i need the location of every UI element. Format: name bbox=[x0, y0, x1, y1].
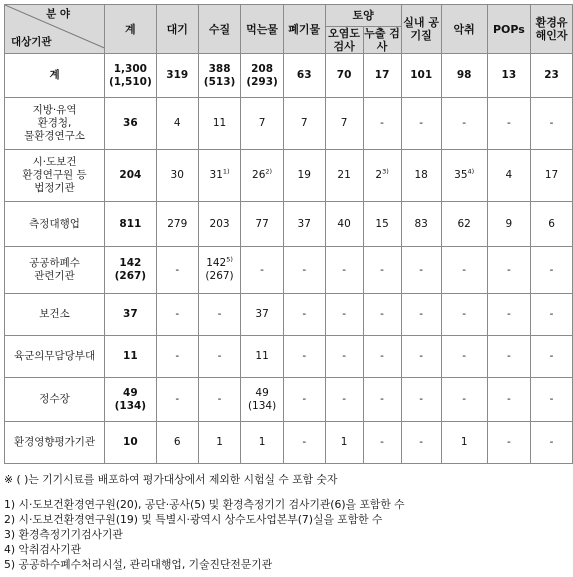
cell: - bbox=[401, 294, 441, 336]
cell: 35$^{4)}$ bbox=[441, 150, 487, 202]
table-row bbox=[5, 378, 573, 422]
cell: - bbox=[487, 422, 531, 464]
cell: - bbox=[487, 247, 531, 294]
cell: - bbox=[325, 378, 363, 422]
table-row bbox=[5, 150, 573, 202]
cell: - bbox=[531, 294, 573, 336]
cell: 7 bbox=[325, 98, 363, 150]
cell: - bbox=[325, 336, 363, 378]
cell: - bbox=[198, 294, 241, 336]
cell: 40 bbox=[325, 202, 363, 247]
col-soil-leak: 누출 검사 bbox=[364, 27, 400, 53]
total-cell: 1,300 (1,510) bbox=[105, 54, 157, 98]
cell: - bbox=[241, 247, 284, 294]
cell: 7 bbox=[241, 98, 284, 150]
cell: 19 bbox=[283, 150, 325, 202]
footnote-mark: 3) bbox=[382, 167, 389, 176]
footnote-3: 3) 환경측정기기검사기관 bbox=[4, 528, 123, 541]
cell: - bbox=[156, 336, 198, 378]
col-waste: 폐기물 bbox=[283, 5, 325, 54]
cell: 83 bbox=[401, 202, 441, 247]
table-row bbox=[5, 202, 573, 247]
cell: - bbox=[156, 378, 198, 422]
cell: - bbox=[325, 294, 363, 336]
cell: 203 bbox=[198, 202, 241, 247]
col-odor: 악취 bbox=[441, 5, 487, 54]
table-row bbox=[5, 247, 573, 294]
header-corner-cell bbox=[5, 5, 105, 54]
cell: 1 bbox=[198, 422, 241, 464]
cell: - bbox=[325, 247, 363, 294]
cell: 13 bbox=[487, 54, 531, 98]
footnote-5: 5) 공공하수폐수처리시설, 관리대행업, 기술진단전문기관 bbox=[4, 558, 273, 571]
col-air: 대기 bbox=[156, 5, 198, 54]
cell: - bbox=[441, 294, 487, 336]
cell: - bbox=[441, 247, 487, 294]
cell: 279 bbox=[156, 202, 198, 247]
footnote-mark: 4) bbox=[467, 167, 475, 176]
cell: 1 bbox=[325, 422, 363, 464]
row-label: 계 bbox=[5, 54, 105, 98]
row-label: 정수장 bbox=[5, 378, 105, 422]
total-cell: 204 bbox=[105, 150, 157, 202]
cell: - bbox=[156, 247, 198, 294]
cell: - bbox=[531, 422, 573, 464]
cell: 11 bbox=[198, 98, 241, 150]
table-row bbox=[5, 54, 573, 98]
cell: - bbox=[401, 422, 441, 464]
cell: 208 (293) bbox=[241, 54, 284, 98]
cell: 15 bbox=[363, 202, 401, 247]
cell: 319 bbox=[156, 54, 198, 98]
cell: 101 bbox=[401, 54, 441, 98]
cell: 77 bbox=[241, 202, 284, 247]
cell: - bbox=[401, 247, 441, 294]
cell: 49 (134) bbox=[241, 378, 284, 422]
row-label: 측정대행업 bbox=[5, 202, 105, 247]
proficiency-table bbox=[4, 4, 573, 464]
col-pops: POPs bbox=[487, 5, 531, 54]
cell: - bbox=[531, 247, 573, 294]
cell: 18 bbox=[401, 150, 441, 202]
footnote-4: 4) 악취검사기관 bbox=[4, 543, 82, 556]
footnote-2: 2) 시·도보건환경연구원(19) 및 특별시·광역시 상수도사업본부(7)실을 포함한 수 bbox=[4, 513, 383, 526]
cell: - bbox=[283, 247, 325, 294]
total-cell: 811 bbox=[105, 202, 157, 247]
row-label: 환경영향평가기관 bbox=[5, 422, 105, 464]
col-water-quality: 수질 bbox=[198, 5, 241, 54]
cell: 6 bbox=[531, 202, 573, 247]
row-label: 지방·유역 환경청, 물환경연구소 bbox=[5, 98, 105, 150]
table-row bbox=[5, 98, 573, 150]
cell: 31$^{1)}$ bbox=[198, 150, 241, 202]
cell: 4 bbox=[156, 98, 198, 150]
cell: 70 bbox=[325, 54, 363, 98]
cell: - bbox=[401, 98, 441, 150]
total-cell: 11 bbox=[105, 336, 157, 378]
cell: 1 bbox=[241, 422, 284, 464]
cell: 9 bbox=[487, 202, 531, 247]
cell: 37 bbox=[283, 202, 325, 247]
col-total: 계 bbox=[105, 5, 157, 54]
cell: - bbox=[441, 378, 487, 422]
cell: - bbox=[363, 294, 401, 336]
cell: 63 bbox=[283, 54, 325, 98]
cell: 4 bbox=[487, 150, 531, 202]
cell: 17 bbox=[531, 150, 573, 202]
cell: - bbox=[531, 378, 573, 422]
cell: 26$^{2)}$ bbox=[241, 150, 284, 202]
cell: 23 bbox=[531, 54, 573, 98]
col-indoor-air: 실내 공기질 bbox=[401, 5, 441, 54]
cell: - bbox=[156, 294, 198, 336]
footnote-mark: 5) bbox=[226, 255, 233, 264]
cell: 7 bbox=[283, 98, 325, 150]
cell: - bbox=[487, 336, 531, 378]
table-row bbox=[5, 422, 573, 464]
total-cell: 49 (134) bbox=[105, 378, 157, 422]
cell: - bbox=[363, 378, 401, 422]
cell: 17 bbox=[363, 54, 401, 98]
cell: - bbox=[531, 336, 573, 378]
cell: - bbox=[487, 294, 531, 336]
cell: - bbox=[283, 378, 325, 422]
total-cell: 142 (267) bbox=[105, 247, 157, 294]
cell: 6 bbox=[156, 422, 198, 464]
cell: - bbox=[401, 378, 441, 422]
table-row bbox=[5, 294, 573, 336]
cell: 21 bbox=[325, 150, 363, 202]
row-label: 공공하폐수 관련기관 bbox=[5, 247, 105, 294]
cell: - bbox=[487, 378, 531, 422]
cell: - bbox=[363, 247, 401, 294]
cell: - bbox=[363, 98, 401, 150]
cell: - bbox=[283, 422, 325, 464]
col-soil-contamination: 오염도 검사 bbox=[325, 27, 363, 54]
cell: - bbox=[198, 378, 241, 422]
cell: 30 bbox=[156, 150, 198, 202]
total-cell: 10 bbox=[105, 422, 157, 464]
cell: 142$^{5)}$ (267) bbox=[198, 247, 241, 294]
cell: - bbox=[283, 294, 325, 336]
cell: - bbox=[363, 422, 401, 464]
row-label: 보건소 bbox=[5, 294, 105, 336]
col-drinking-water: 먹는물 bbox=[241, 5, 284, 54]
cell: - bbox=[441, 336, 487, 378]
corner-institution-label: 대상기관 bbox=[11, 36, 52, 48]
total-cell: 36 bbox=[105, 98, 157, 150]
cell: 98 bbox=[441, 54, 487, 98]
cell: - bbox=[401, 336, 441, 378]
footnotes bbox=[4, 472, 570, 572]
cell: 62 bbox=[441, 202, 487, 247]
row-label: 육군의무담당부대 bbox=[5, 336, 105, 378]
cell: 1 bbox=[441, 422, 487, 464]
cell: 2$^{3)}$ bbox=[363, 150, 401, 202]
col-soil-group: 토양 bbox=[325, 5, 401, 27]
col-env-hazard: 환경유 해인자 bbox=[531, 5, 573, 54]
cell: - bbox=[487, 98, 531, 150]
cell: - bbox=[531, 98, 573, 150]
cell: - bbox=[283, 336, 325, 378]
note-parentheses: ※ ( )는 기기시료를 배포하여 평가대상에서 제외한 시험실 수 포함 숫자 bbox=[4, 473, 338, 486]
cell: 11 bbox=[241, 336, 284, 378]
corner-field-label: 분 야 bbox=[46, 8, 71, 20]
footnote-mark: 2) bbox=[265, 167, 273, 176]
total-cell: 37 bbox=[105, 294, 157, 336]
cell: 388 (513) bbox=[198, 54, 241, 98]
cell: - bbox=[198, 336, 241, 378]
table-row bbox=[5, 336, 573, 378]
cell: - bbox=[363, 336, 401, 378]
cell: 37 bbox=[241, 294, 284, 336]
footnote-1: 1) 시·도보건환경연구원(20), 공단·공사(5) 및 환경측정기기 검사기관(6)을 포함한 수 bbox=[4, 498, 405, 511]
footnote-mark: 1) bbox=[222, 167, 230, 176]
row-label: 시·도보건 환경연구원 등 법정기관 bbox=[5, 150, 105, 202]
cell: - bbox=[441, 98, 487, 150]
